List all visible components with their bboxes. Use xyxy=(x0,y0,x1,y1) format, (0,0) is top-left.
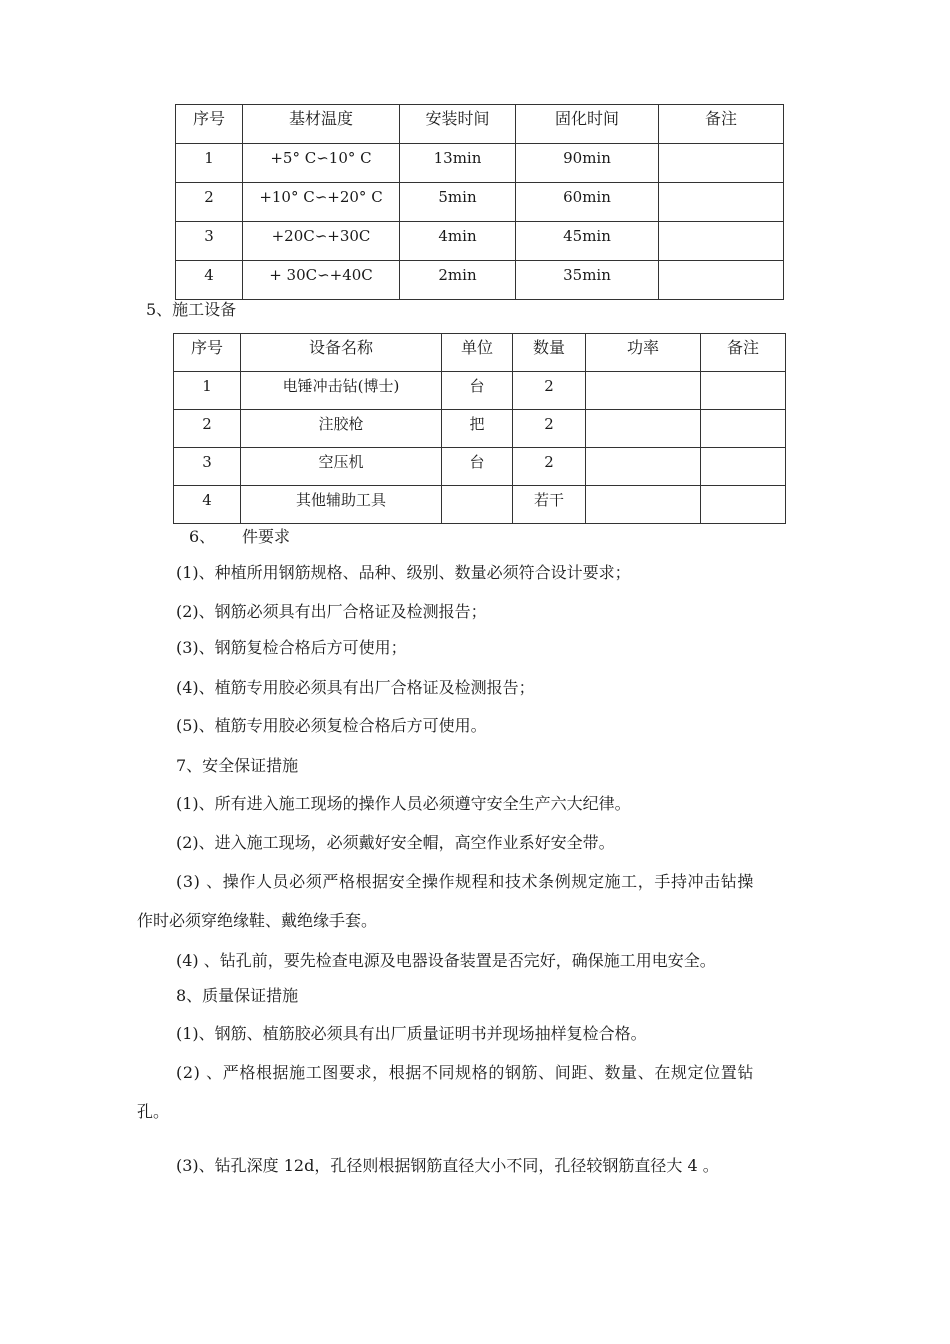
table-row xyxy=(176,222,784,261)
table-cell xyxy=(586,410,701,448)
section-7-item: (2)、进入施工现场，必须戴好安全帽，高空作业系好安全带。 xyxy=(176,833,615,852)
table-cell: 2 xyxy=(174,410,241,448)
section-6-item: (2)、钢筋必须具有出厂合格证及检测报告； xyxy=(176,602,487,621)
table-cell: 4 xyxy=(174,486,241,524)
table-cell: 1 xyxy=(176,144,243,183)
table-cell: 1 xyxy=(174,372,241,410)
table-cell xyxy=(659,261,784,300)
header-cell: 备注 xyxy=(701,334,786,372)
table-cell: 电锤冲击钻(博士) xyxy=(241,372,442,410)
header-cell: 设备名称 xyxy=(241,334,442,372)
table-cell: 注胶枪 xyxy=(241,410,442,448)
section-6-item: (3)、钢筋复检合格后方可使用； xyxy=(176,638,407,657)
table-cell xyxy=(701,372,786,410)
section-8-item: (1)、钢筋、植筋胶必须具有出厂质量证明书并现场抽样复检合格。 xyxy=(176,1024,647,1043)
section-6-item: (5)、植筋专用胶必须复检合格后方可使用。 xyxy=(176,716,487,735)
table-row xyxy=(176,261,784,300)
header-cell: 数量 xyxy=(513,334,586,372)
table-cell xyxy=(701,486,786,524)
header-cell: 序号 xyxy=(174,334,241,372)
table-cell xyxy=(701,410,786,448)
table-row xyxy=(176,144,784,183)
table-cell: 2 xyxy=(513,410,586,448)
section-8-title: 8、质量保证措施 xyxy=(176,986,299,1005)
table-row xyxy=(174,486,786,524)
table-cell: 3 xyxy=(176,222,243,261)
table-cell: 2min xyxy=(400,261,516,300)
table-cell: 若干 xyxy=(513,486,586,524)
table-cell: 把 xyxy=(442,410,513,448)
section-7-item: (3) 、操作人员必须严格根据安全操作规程和技术条例规定施工，手持冲击钻操 xyxy=(176,872,754,891)
table-cell xyxy=(586,372,701,410)
equipment-table xyxy=(173,333,786,524)
table-cell xyxy=(659,183,784,222)
table-cell: 3 xyxy=(174,448,241,486)
table-cell: 台 xyxy=(442,372,513,410)
table-cell: 空压机 xyxy=(241,448,442,486)
table-cell xyxy=(586,448,701,486)
table-cell: 4min xyxy=(400,222,516,261)
table-cell: 2 xyxy=(176,183,243,222)
table-cell: 4 xyxy=(176,261,243,300)
header-cell: 基材温度 xyxy=(243,105,400,144)
section-7-item: (4) 、钻孔前，要先检查电源及电器设备装置是否完好，确保施工用电安全。 xyxy=(176,951,716,970)
section-6-item: (1)、种植所用钢筋规格、品种、级别、数量必须符合设计要求； xyxy=(176,563,631,582)
section-7-title: 7、安全保证措施 xyxy=(176,756,299,775)
table-cell: 35min xyxy=(516,261,659,300)
header-cell: 序号 xyxy=(176,105,243,144)
table-row xyxy=(176,183,784,222)
table-cell: 台 xyxy=(442,448,513,486)
table-cell: 45min xyxy=(516,222,659,261)
header-cell: 备注 xyxy=(659,105,784,144)
table-header-row xyxy=(174,334,786,372)
table-cell: +5° C∽10° C xyxy=(243,144,400,183)
table-cell: 90min xyxy=(516,144,659,183)
header-cell: 功率 xyxy=(586,334,701,372)
table-cell: + 30C∽+40C xyxy=(243,261,400,300)
temperature-table xyxy=(175,104,784,300)
section-6-item: (4)、植筋专用胶必须具有出厂合格证及检测报告； xyxy=(176,678,535,697)
section-8-item: (2) 、严格根据施工图要求，根据不同规格的钢筋、间距、数量、在规定位置钻 xyxy=(176,1063,754,1082)
table-row xyxy=(174,448,786,486)
section-7-item-continuation: 作时必须穿绝缘鞋、戴绝缘手套。 xyxy=(137,911,378,930)
table-cell: 13min xyxy=(400,144,516,183)
section-7-item: (1)、所有进入施工现场的操作人员必须遵守安全生产六大纪律。 xyxy=(176,794,631,813)
header-cell: 单位 xyxy=(442,334,513,372)
section-6-title: 件要求 xyxy=(242,527,291,546)
table-cell xyxy=(701,448,786,486)
table-cell: 2 xyxy=(513,448,586,486)
table-cell: +10° C∽+20° C xyxy=(243,183,400,222)
table-cell: 2 xyxy=(513,372,586,410)
section-5-title: 5、施工设备 xyxy=(146,300,237,319)
table-cell xyxy=(586,486,701,524)
table-cell xyxy=(442,486,513,524)
table-row xyxy=(174,372,786,410)
section-8-item-continuation: 孔。 xyxy=(137,1102,170,1121)
table-row xyxy=(174,410,786,448)
section-6-number: 6、 xyxy=(189,527,216,546)
section-8-item: (3)、钻孔深度 12d，孔径则根据钢筋直径大小不同，孔径较钢筋直径大 4 。 xyxy=(176,1156,719,1175)
table-cell: 60min xyxy=(516,183,659,222)
header-cell: 固化时间 xyxy=(516,105,659,144)
table-cell: +20C∽+30C xyxy=(243,222,400,261)
table-cell: 其他辅助工具 xyxy=(241,486,442,524)
table-cell xyxy=(659,222,784,261)
table-cell: 5min xyxy=(400,183,516,222)
header-cell: 安装时间 xyxy=(400,105,516,144)
table-header-row xyxy=(176,105,784,144)
table-cell xyxy=(659,144,784,183)
